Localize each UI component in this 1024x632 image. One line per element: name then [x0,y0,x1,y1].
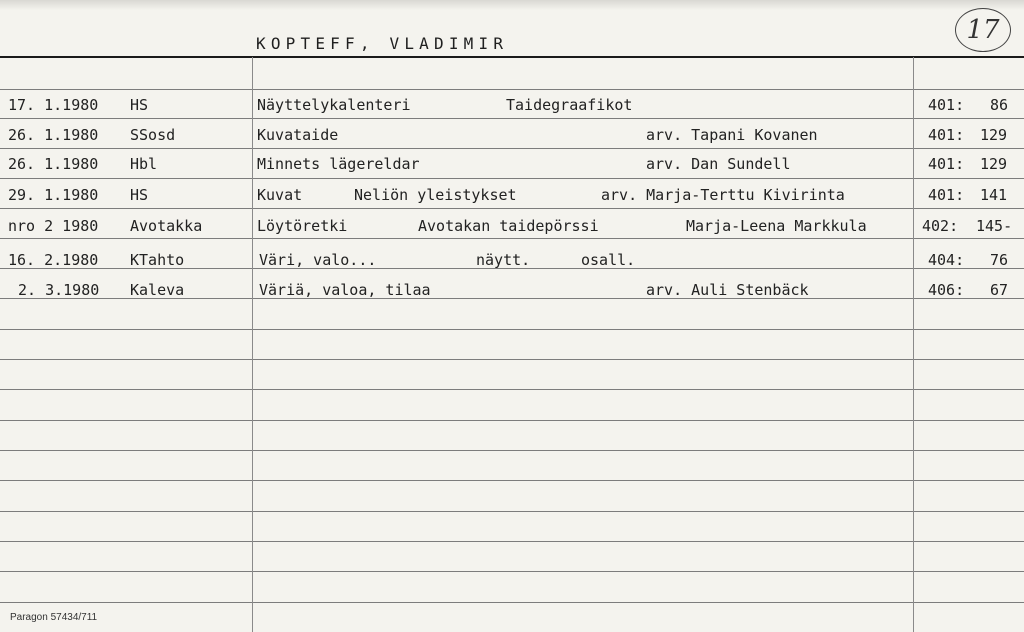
entry-title: Kuvat [257,186,303,204]
entry-date: 2. 3.1980 [18,281,100,299]
entry-ref-volume: 404: [928,251,965,269]
entry-ref-page: 86 [990,96,1009,114]
rule-line [0,450,1024,451]
rule-line [0,118,1024,119]
rule-line [0,571,1024,572]
entry-reviewer: arv. Tapani Kovanen [646,126,818,144]
entry-ref-volume: 401: [928,155,965,173]
entry-title: Näyttelykalenteri [257,96,411,114]
card-number-circle [955,8,1011,52]
header-rule [0,56,1024,58]
rule-line [0,480,1024,481]
entry-ref-page: 129 [980,126,1008,144]
entry-ref-volume: 402: [922,217,959,235]
entry-ref-volume: 406: [928,281,965,299]
entry-date: 29. 1.1980 [8,186,99,204]
entry-date: 17. 1.1980 [8,96,99,114]
entry-source: Hbl [130,155,158,173]
rule-line [0,389,1024,390]
entry-source: HS [130,96,149,114]
entry-ref-page: 76 [990,251,1009,269]
rule-line [0,541,1024,542]
entry-title: Väriä, valoa, tilaa [259,281,431,299]
entry-source: SSosd [130,126,176,144]
rule-line [0,420,1024,421]
entry-source: Avotakka [130,217,203,235]
rule-line [0,602,1024,603]
artist-name: KOPTEFF, VLADIMIR [256,34,509,53]
rule-line [0,89,1024,90]
rule-line [0,511,1024,512]
entry-extra: Avotakan taidepörssi [418,217,599,235]
entry-date: 26. 1.1980 [8,126,99,144]
entry-source: KTahto [130,251,185,269]
entry-reviewer: arv. Auli Stenbäck [646,281,809,299]
entry-source: Kaleva [130,281,185,299]
rule-line [0,329,1024,330]
entry-reviewer: arv. Dan Sundell [646,155,791,173]
entry-date: nro 2 1980 [8,217,99,235]
entry-extra: Taidegraafikot [506,96,633,114]
entry-reviewer: arv. Marja-Terttu Kivirinta [601,186,845,204]
rule-line [0,178,1024,179]
rule-line [0,359,1024,360]
entry-source: HS [130,186,149,204]
entry-ref-page: 145- [976,217,1013,235]
entry-ref-page: 141 [980,186,1008,204]
column-rule [913,57,914,632]
entry-title: Väri, valo... [259,251,377,269]
entry-reviewer: Marja-Leena Markkula [686,217,867,235]
entry-reviewer: osall. [581,251,636,269]
card-top-edge [0,0,1024,10]
entry-ref-page: 67 [990,281,1009,299]
entry-date: 16. 2.1980 [8,251,99,269]
entry-ref-volume: 401: [928,186,965,204]
printer-code: Paragon 57434/711 [10,612,98,623]
rule-line [0,208,1024,209]
entry-ref-page: 129 [980,155,1008,173]
entry-title: Minnets lägereldar [257,155,420,173]
entry-title: Kuvataide [257,126,339,144]
entry-ref-volume: 401: [928,126,965,144]
entry-extra: Neliön yleistykset [354,186,517,204]
card-number: 17 [966,15,1000,45]
entry-title: Löytöretki [257,217,348,235]
entry-extra: näytt. [476,251,531,269]
rule-line [0,148,1024,149]
entry-ref-volume: 401: [928,96,965,114]
column-rule [252,57,253,632]
entry-date: 26. 1.1980 [8,155,99,173]
rule-line [0,238,1024,239]
